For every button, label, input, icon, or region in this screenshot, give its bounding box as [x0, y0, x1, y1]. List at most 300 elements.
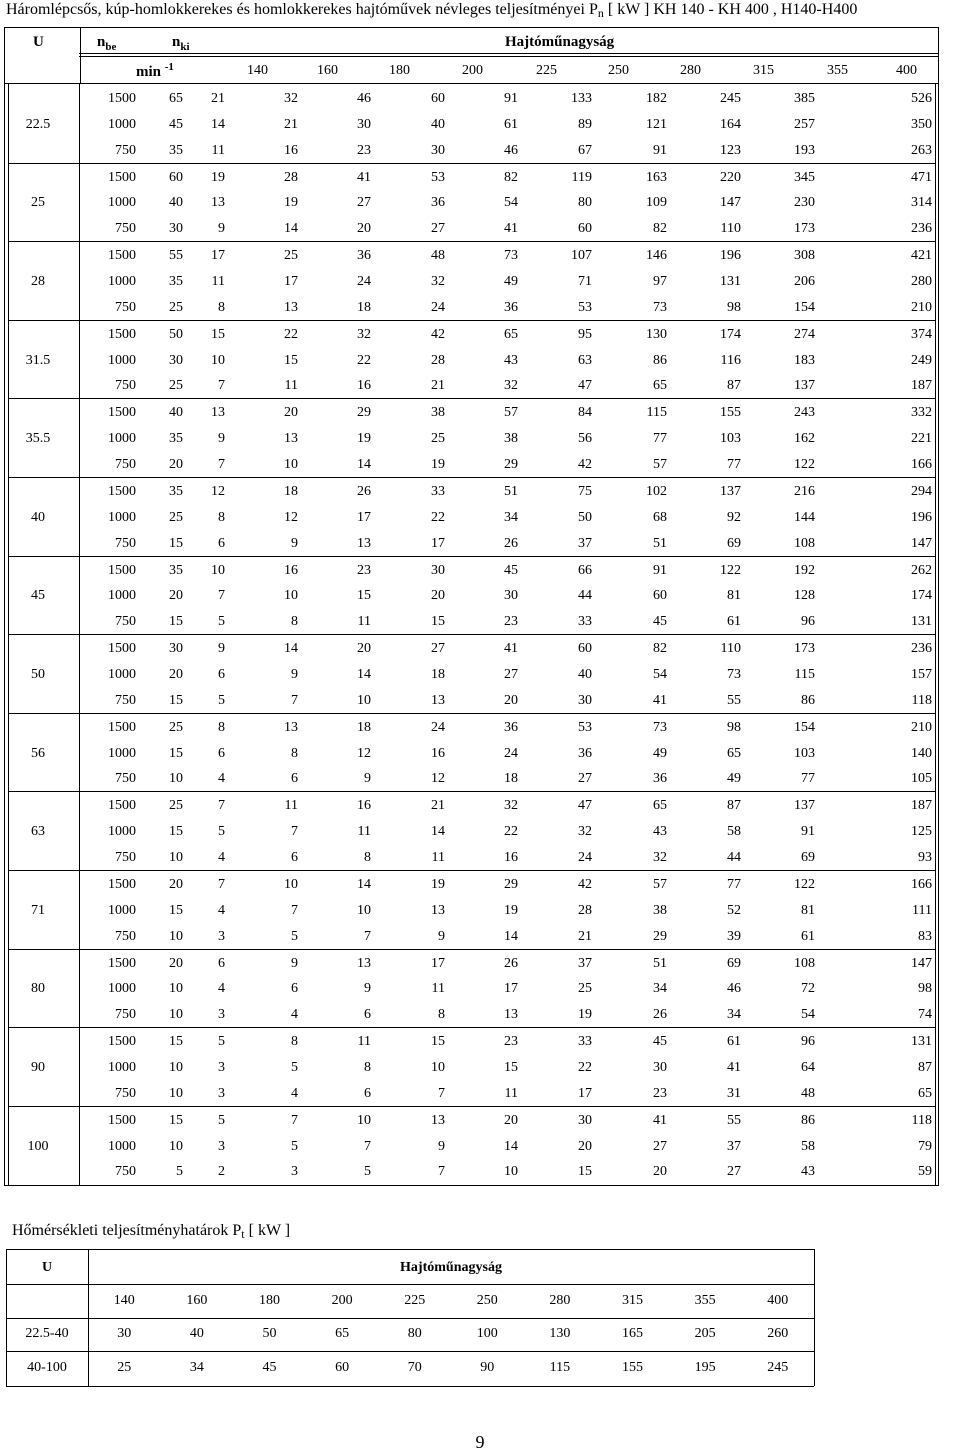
power-value: 56	[578, 431, 592, 447]
power-value: 187	[911, 378, 932, 394]
power-value: 34	[727, 1007, 741, 1023]
nki-value: 20	[169, 457, 183, 472]
power-value: 25	[284, 248, 298, 264]
power-value: 230	[794, 195, 815, 211]
power-value: 163	[646, 169, 667, 185]
group-separator	[8, 870, 935, 871]
power-value: 308	[794, 248, 815, 264]
power-value: 21	[431, 798, 445, 814]
power-value: 8	[218, 509, 225, 525]
power-value: 60	[578, 641, 592, 657]
power-value: 249	[911, 352, 932, 368]
power-value: 294	[911, 484, 932, 499]
nbe-value: 1500	[108, 1112, 136, 1128]
thermal-value: 34	[189, 1360, 204, 1375]
power-value: 41	[653, 692, 667, 708]
power-value: 68	[653, 509, 667, 525]
power-value: 30	[653, 1060, 667, 1075]
power-value: 55	[727, 1112, 741, 1128]
power-value: 162	[794, 431, 815, 447]
power-value: 82	[504, 169, 518, 185]
power-value: 13	[284, 299, 298, 315]
power-value: 24	[504, 745, 518, 761]
nki-value: 45	[169, 116, 183, 132]
power-value: 257	[794, 116, 815, 132]
power-value: 64	[801, 1060, 815, 1075]
power-value: 18	[357, 719, 371, 735]
power-value: 60	[578, 221, 592, 237]
power-value: 36	[431, 195, 445, 211]
nbe-value: 1000	[108, 588, 136, 604]
nki-value: 40	[169, 195, 183, 211]
power-value: 20	[357, 641, 371, 657]
power-value: 40	[578, 667, 592, 682]
power-value: 16	[504, 850, 518, 865]
power-value: 7	[364, 1138, 371, 1154]
power-value: 115	[646, 405, 667, 421]
power-value: 43	[653, 824, 667, 840]
power-value: 18	[504, 771, 518, 787]
thermal-value: 130	[549, 1326, 571, 1341]
nbe-value: 750	[115, 692, 136, 708]
u-value: 22.5	[25, 116, 51, 132]
power-value: 21	[431, 378, 445, 394]
power-value: 17	[357, 509, 371, 525]
thermal-value: 195	[694, 1360, 716, 1375]
nki-value: 10	[169, 850, 183, 865]
power-value: 73	[653, 299, 667, 315]
power-value: 18	[284, 484, 298, 499]
power-value: 24	[578, 850, 592, 865]
nbe-value: 750	[115, 771, 136, 787]
power-value: 8	[364, 1060, 371, 1075]
power-value: 16	[284, 562, 298, 578]
power-value: 37	[727, 1138, 741, 1154]
power-value: 526	[911, 91, 932, 106]
power-value: 147	[720, 195, 741, 211]
power-value: 66	[578, 562, 592, 578]
power-value: 91	[653, 142, 667, 158]
power-value: 92	[727, 509, 741, 525]
power-value: 53	[578, 719, 592, 735]
power-value: 22	[578, 1060, 592, 1075]
power-value: 15	[357, 588, 371, 604]
u-value: 80	[31, 981, 45, 997]
nbe-value: 750	[115, 1164, 136, 1180]
nki-value: 30	[169, 641, 183, 657]
power-value: 41	[504, 221, 518, 237]
power-value: 14	[357, 877, 371, 892]
thermal-size-200: 200	[331, 1293, 353, 1308]
power-value: 11	[211, 142, 225, 158]
power-value: 122	[794, 877, 815, 892]
power-value: 48	[431, 248, 445, 264]
power-value: 131	[720, 274, 741, 289]
power-value: 3	[218, 1085, 225, 1101]
power-value: 166	[911, 457, 932, 472]
thermal-value: 155	[621, 1360, 643, 1375]
power-value: 17	[431, 955, 445, 971]
power-value: 16	[284, 142, 298, 158]
power-value: 98	[727, 719, 741, 735]
power-value: 98	[918, 981, 932, 997]
power-value: 32	[578, 824, 592, 840]
power-value: 17	[504, 981, 518, 997]
nbe-value: 750	[115, 928, 136, 944]
nki-value: 15	[169, 902, 183, 918]
power-value: 65	[653, 798, 667, 814]
group-separator	[8, 713, 935, 714]
power-value: 7	[291, 692, 298, 708]
power-value: 32	[284, 91, 298, 106]
power-value: 173	[794, 221, 815, 237]
power-value: 46	[504, 142, 518, 158]
nbe-value: 1500	[108, 955, 136, 971]
header-u: U	[33, 34, 44, 50]
nki-value: 10	[169, 1007, 183, 1023]
power-value: 95	[578, 326, 592, 342]
power-value: 20	[431, 588, 445, 604]
thermal-row-line	[6, 1351, 814, 1352]
power-value: 385	[794, 91, 815, 106]
power-value: 4	[218, 981, 225, 997]
group-separator	[8, 1027, 935, 1028]
nki-value: 35	[169, 431, 183, 447]
power-value: 19	[578, 1007, 592, 1023]
power-value: 220	[720, 169, 741, 185]
power-value: 38	[431, 405, 445, 421]
power-value: 13	[504, 1007, 518, 1023]
power-value: 13	[431, 902, 445, 918]
power-value: 110	[720, 221, 741, 237]
power-value: 36	[504, 299, 518, 315]
nbe-value: 1000	[108, 509, 136, 525]
power-value: 30	[578, 692, 592, 708]
thermal-header-u: U	[41, 1260, 53, 1275]
power-value: 44	[578, 588, 592, 604]
power-value: 36	[653, 771, 667, 787]
header-bottom-line	[4, 83, 939, 84]
power-value: 166	[911, 877, 932, 892]
nbe-value: 1000	[108, 274, 136, 289]
nki-value: 10	[169, 1060, 183, 1075]
power-value: 17	[211, 248, 225, 264]
page-number: 9	[475, 1432, 485, 1452]
nki-value: 5	[176, 1164, 183, 1180]
power-value: 9	[218, 641, 225, 657]
nbe-value: 1000	[108, 1138, 136, 1154]
power-value: 18	[431, 667, 445, 682]
nki-value: 20	[169, 667, 183, 682]
power-value: 10	[357, 692, 371, 708]
power-value: 236	[911, 221, 932, 237]
power-value: 73	[653, 719, 667, 735]
power-value: 9	[291, 955, 298, 971]
column-divider	[79, 84, 80, 1185]
power-value: 27	[727, 1164, 741, 1180]
power-value: 19	[284, 195, 298, 211]
thermal-title: Hőmérsékleti teljesítményhatárok $P_t$ [ kW ]	[12, 1222, 291, 1241]
header-separator	[79, 53, 939, 54]
group-separator	[8, 556, 935, 557]
power-value: 19	[504, 902, 518, 918]
power-value: 47	[578, 798, 592, 814]
power-value: 13	[431, 1112, 445, 1128]
power-value: 11	[284, 798, 298, 814]
nbe-value: 1500	[108, 91, 136, 106]
size-header-315: 315	[753, 63, 774, 78]
power-value: 96	[801, 614, 815, 630]
power-value: 30	[578, 1112, 592, 1128]
power-value: 182	[646, 91, 667, 106]
nki-value: 25	[169, 299, 183, 315]
power-value: 2	[218, 1164, 225, 1180]
power-value: 11	[284, 378, 298, 394]
power-value: 8	[438, 1007, 445, 1023]
power-value: 52	[727, 902, 741, 918]
nbe-value: 750	[115, 850, 136, 865]
power-value: 7	[438, 1085, 445, 1101]
nbe-value: 1000	[108, 352, 136, 368]
power-value: 36	[504, 719, 518, 735]
thermal-value: 45	[262, 1360, 277, 1375]
thermal-header-line	[6, 1284, 814, 1285]
power-value: 4	[291, 1007, 298, 1023]
nki-value: 50	[169, 326, 183, 342]
page-title: Háromlépcsős, kúp-homlokkerekes és homlokkerekes hajtóművek névleges teljesítményei $P_n$ [ kW ] KH 140 - KH 400 , H140-H400	[6, 1, 858, 20]
nbe-value: 1500	[108, 326, 136, 342]
power-value: 51	[653, 535, 667, 551]
nbe-value: 1500	[108, 719, 136, 735]
size-header-280: 280	[680, 63, 701, 78]
power-value: 61	[801, 928, 815, 944]
power-value: 11	[431, 981, 445, 997]
power-value: 19	[431, 457, 445, 472]
power-value: 146	[646, 248, 667, 264]
power-value: 12	[431, 771, 445, 787]
power-value: 30	[431, 562, 445, 578]
power-value: 109	[646, 195, 667, 211]
power-value: 24	[431, 299, 445, 315]
nki-value: 10	[169, 1085, 183, 1101]
power-value: 10	[357, 1112, 371, 1128]
power-value: 77	[801, 771, 815, 787]
thermal-value: 115	[549, 1360, 571, 1375]
power-value: 121	[646, 116, 667, 132]
power-value: 30	[504, 588, 518, 604]
power-value: 10	[284, 588, 298, 604]
power-value: 37	[578, 535, 592, 551]
power-value: 30	[357, 116, 371, 132]
power-value: 30	[431, 142, 445, 158]
power-value: 8	[218, 299, 225, 315]
power-value: 13	[357, 955, 371, 971]
power-value: 36	[357, 248, 371, 264]
power-value: 83	[918, 928, 932, 944]
power-value: 18	[357, 299, 371, 315]
power-value: 7	[438, 1164, 445, 1180]
power-value: 192	[794, 562, 815, 578]
thermal-value: 25	[117, 1360, 132, 1375]
thermal-value: 100	[476, 1326, 498, 1341]
u-value: 45	[31, 588, 45, 604]
power-value: 20	[504, 1112, 518, 1128]
power-value: 42	[578, 877, 592, 892]
power-value: 10	[211, 562, 225, 578]
nki-value: 25	[169, 509, 183, 525]
power-value: 20	[504, 692, 518, 708]
power-value: 27	[431, 641, 445, 657]
thermal-size-400: 400	[767, 1293, 789, 1308]
power-value: 193	[794, 142, 815, 158]
power-value: 20	[578, 1138, 592, 1154]
power-value: 7	[291, 1112, 298, 1128]
power-value: 58	[727, 824, 741, 840]
thermal-value: 90	[480, 1360, 495, 1375]
nbe-value: 750	[115, 1085, 136, 1101]
power-value: 280	[911, 274, 932, 289]
power-value: 20	[357, 221, 371, 237]
power-value: 6	[291, 771, 298, 787]
nbe-value: 1000	[108, 824, 136, 840]
nbe-value: 1500	[108, 877, 136, 892]
power-value: 6	[218, 535, 225, 551]
power-value: 46	[357, 91, 371, 106]
u-value: 31.5	[25, 352, 51, 368]
power-value: 130	[646, 326, 667, 342]
nki-value: 55	[169, 248, 183, 264]
power-value: 137	[720, 484, 741, 499]
power-value: 5	[291, 1060, 298, 1075]
power-value: 43	[801, 1164, 815, 1180]
size-header-140: 140	[247, 63, 268, 78]
thermal-size-250: 250	[476, 1293, 498, 1308]
thermal-value: 245	[767, 1360, 789, 1375]
nki-value: 30	[169, 221, 183, 237]
power-value: 23	[653, 1085, 667, 1101]
power-value: 10	[357, 902, 371, 918]
power-value: 33	[578, 614, 592, 630]
power-value: 8	[291, 1034, 298, 1050]
power-value: 8	[291, 745, 298, 761]
power-value: 32	[357, 326, 371, 342]
nki-value: 35	[169, 274, 183, 289]
power-value: 17	[284, 274, 298, 289]
power-value: 16	[431, 745, 445, 761]
power-value: 131	[911, 614, 932, 630]
u-value: 40	[31, 509, 45, 525]
nki-value: 15	[169, 535, 183, 551]
power-value: 38	[653, 902, 667, 918]
nbe-value: 750	[115, 142, 136, 158]
power-value: 84	[578, 405, 592, 421]
nbe-value: 1500	[108, 798, 136, 814]
power-value: 32	[653, 850, 667, 865]
power-value: 263	[911, 142, 932, 158]
nbe-value: 1000	[108, 116, 136, 132]
u-value: 71	[31, 902, 45, 918]
nki-value: 10	[169, 981, 183, 997]
power-value: 14	[284, 221, 298, 237]
power-value: 17	[431, 535, 445, 551]
power-value: 14	[357, 457, 371, 472]
group-separator	[8, 241, 935, 242]
nki-value: 65	[169, 91, 183, 106]
power-value: 14	[504, 928, 518, 944]
power-value: 15	[504, 1060, 518, 1075]
power-value: 23	[357, 562, 371, 578]
power-value: 5	[218, 614, 225, 630]
power-value: 49	[727, 771, 741, 787]
power-value: 345	[794, 169, 815, 185]
power-value: 14	[357, 667, 371, 682]
power-value: 51	[653, 955, 667, 971]
power-value: 48	[801, 1085, 815, 1101]
power-value: 4	[291, 1085, 298, 1101]
power-value: 37	[578, 955, 592, 971]
power-value: 15	[431, 614, 445, 630]
power-value: 15	[578, 1164, 592, 1180]
power-value: 4	[218, 902, 225, 918]
power-value: 137	[794, 378, 815, 394]
nki-value: 20	[169, 955, 183, 971]
power-value: 32	[431, 274, 445, 289]
power-value: 21	[284, 116, 298, 132]
power-value: 26	[504, 955, 518, 971]
power-value: 125	[911, 824, 932, 840]
power-value: 110	[720, 641, 741, 657]
nki-value: 15	[169, 824, 183, 840]
size-header-225: 225	[536, 63, 557, 78]
power-value: 67	[578, 142, 592, 158]
power-value: 10	[284, 877, 298, 892]
power-value: 116	[720, 352, 741, 368]
power-value: 196	[911, 509, 932, 525]
power-value: 216	[794, 484, 815, 499]
power-value: 21	[578, 928, 592, 944]
power-value: 19	[211, 169, 225, 185]
power-value: 51	[504, 484, 518, 499]
power-value: 60	[653, 588, 667, 604]
power-value: 71	[578, 274, 592, 289]
power-value: 28	[578, 902, 592, 918]
power-value: 122	[720, 562, 741, 578]
size-header-160: 160	[317, 63, 338, 78]
power-value: 96	[801, 1034, 815, 1050]
nbe-value: 750	[115, 614, 136, 630]
group-separator	[8, 791, 935, 792]
power-value: 15	[284, 352, 298, 368]
power-value: 58	[801, 1138, 815, 1154]
power-value: 12	[284, 509, 298, 525]
power-value: 74	[918, 1007, 932, 1023]
power-value: 87	[918, 1060, 932, 1075]
power-value: 91	[504, 91, 518, 106]
power-value: 183	[794, 352, 815, 368]
nbe-value: 750	[115, 299, 136, 315]
power-value: 196	[720, 248, 741, 264]
power-value: 122	[794, 457, 815, 472]
thermal-value: 60	[335, 1360, 350, 1375]
power-value: 79	[918, 1138, 932, 1154]
power-value: 14	[211, 116, 225, 132]
power-value: 5	[291, 928, 298, 944]
power-value: 45	[504, 562, 518, 578]
power-value: 91	[801, 824, 815, 840]
nki-value: 15	[169, 614, 183, 630]
power-value: 10	[431, 1060, 445, 1075]
thermal-top-border	[6, 1249, 814, 1250]
